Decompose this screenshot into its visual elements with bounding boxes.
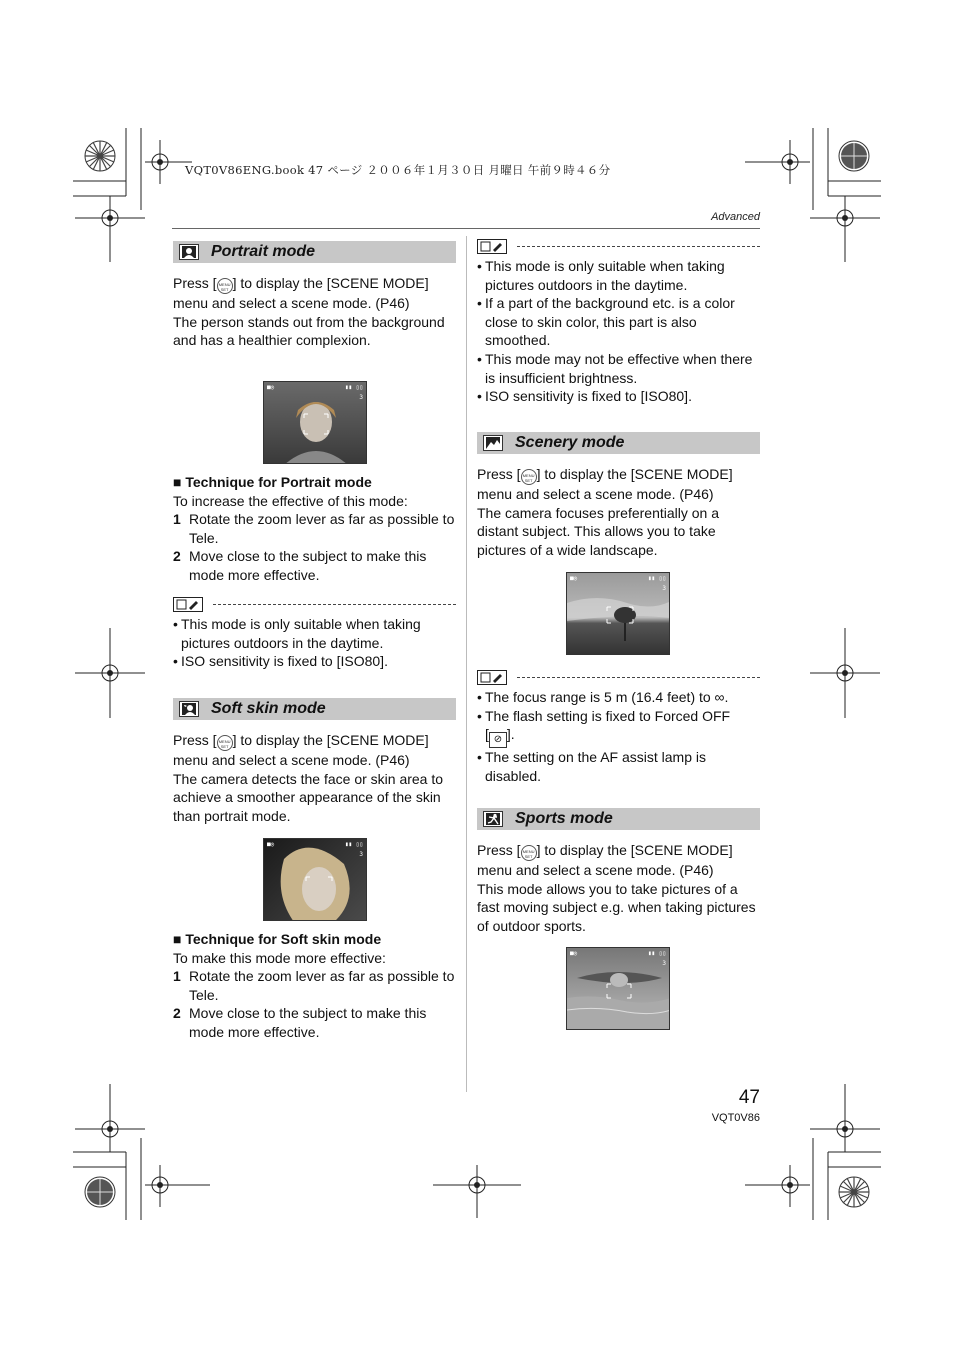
- flash-off-icon: ⊘: [489, 732, 507, 748]
- portrait-lcd-image: ■◎ ▮▮ ▯▯ 3: [263, 381, 367, 464]
- menu-set-button-icon: MENU SET: [217, 735, 233, 751]
- list-item: • The setting on the AF assist lamp is disabled.: [477, 748, 762, 785]
- portrait-icon: [179, 244, 199, 260]
- section-title: Portrait mode: [211, 243, 316, 260]
- technique-heading: Technique for Soft skin mode: [185, 931, 382, 947]
- list-item: 1 Rotate the zoom lever as far as possible to Tele.: [173, 968, 455, 1003]
- list-item: 2 Move close to the subject to make this mode more effective.: [173, 1005, 427, 1040]
- scenery-mode-heading: [477, 432, 760, 454]
- scenery-notes: [477, 688, 762, 785]
- scenery-description: The camera focuses preferentially on a distant subject. This allows you to take pictures of a wide landscape.: [477, 504, 720, 558]
- list-item: 2 Move close to the subject to make this mode more effective.: [173, 548, 427, 583]
- sports-mode-heading: [477, 808, 760, 830]
- sports-intro: Press [ MENU SET ] to display the [SCENE MODE] menu and select a scene mode. (P46) This mode allows you to take pictures of a fast moving subject e.g. when taking pictures of outdoor sports.: [477, 841, 762, 935]
- list-item: • ISO sensitivity is fixed to [ISO80].: [173, 652, 458, 671]
- list-item: • This mode may not be effective when there is insufficient brightness.: [477, 350, 762, 387]
- list-item: • The flash setting is fixed to Forced OFF [ ⊘ ].: [477, 707, 762, 749]
- portrait-technique: ■ Technique for Portrait mode To increase the effective of this mode: 1 Rotate the zoom lever as far as possible to Tele. 2 Move close to the subject to make this mode more effective.: [173, 473, 458, 585]
- sports-lcd-image: ■◎ ▮▮ ▯▯ 3: [566, 947, 670, 1030]
- note-header: [173, 596, 456, 612]
- sports-icon: [483, 811, 503, 827]
- list-item: • This mode is only suitable when taking pictures outdoors in the daytime.: [477, 257, 762, 294]
- menu-set-button-icon: MENU SET: [217, 278, 233, 294]
- technique-heading: Technique for Portrait mode: [185, 474, 372, 490]
- menu-set-button-icon: MENU SET: [521, 845, 537, 861]
- soft-skin-description: The camera detects the face or skin area to achieve a smoother appearance of the skin than portrait mode.: [173, 770, 444, 824]
- soft-skin-icon: [179, 701, 199, 717]
- section-title: Sports mode: [515, 810, 613, 827]
- section-title: Soft skin mode: [211, 700, 326, 717]
- portrait-notes: [173, 615, 458, 671]
- portrait-mode-heading: [173, 241, 456, 263]
- list-item: • ISO sensitivity is fixed to [ISO80].: [477, 387, 762, 406]
- list-item: • This mode is only suitable when taking pictures outdoors in the daytime.: [173, 615, 458, 652]
- list-item: 1 Rotate the zoom lever as far as possible to Tele.: [173, 511, 455, 546]
- note-icon: [173, 597, 203, 612]
- model-code: VQT0V86: [711, 1112, 760, 1124]
- soft-skin-mode-heading: [173, 698, 456, 720]
- menu-set-button-icon: MENU SET: [521, 469, 537, 485]
- page-number: 47: [738, 1087, 760, 1108]
- portrait-intro: Press [ MENU SET ] to display the [SCENE MODE] menu and select a scene mode. (P46) The person stands out from the background and has a healthier complexion.: [173, 274, 458, 350]
- section-title: Scenery mode: [515, 434, 625, 451]
- list-item: • If a part of the background etc. is a color close to skin color, this part is also smoothed.: [477, 294, 762, 350]
- note-icon: [477, 239, 507, 254]
- soft-skin-notes: [477, 257, 762, 406]
- scenery-icon: [483, 435, 503, 451]
- note-header: [477, 669, 760, 685]
- sports-description: This mode allows you to take pictures of a fast moving subject e.g. when taking pictures of outdoor sports.: [477, 880, 756, 934]
- note-icon: [477, 670, 507, 685]
- section-label: Advanced: [711, 211, 760, 223]
- header-rule: [172, 228, 760, 229]
- portrait-description: The person stands out from the background and has a healthier complexion.: [173, 313, 445, 349]
- scenery-lcd-image: ■◎ ▮▮ ▯▯ 3: [566, 572, 670, 655]
- soft-skin-technique: ■ Technique for Soft skin mode To make this mode more effective: 1 Rotate the zoom lever as far as possible to Tele. 2 Move close to the subject to make this mode more effective.: [173, 930, 458, 1042]
- soft-skin-lcd-image: ■◎ ▮▮ ▯▯ 3: [263, 838, 367, 921]
- soft-skin-intro: Press [ MENU SET ] to display the [SCENE MODE] menu and select a scene mode. (P46) The camera detects the face or skin area to achieve a smoother appearance of the skin than portrait mode.: [173, 731, 458, 825]
- note-header: [477, 238, 760, 254]
- list-item: • The focus range is 5 m (16.4 feet) to ∞.: [477, 688, 762, 707]
- file-info-line: VQT0V86ENG.book 47 ページ ２００６年１月３０日 月曜日 午前９時４６分: [185, 163, 611, 177]
- column-divider: [466, 236, 467, 1092]
- scenery-intro: Press [ MENU SET ] to display the [SCENE MODE] menu and select a scene mode. (P46) The camera focuses preferentially on a distant subject. This allows you to take pictures of a wide landscape.: [477, 465, 762, 559]
